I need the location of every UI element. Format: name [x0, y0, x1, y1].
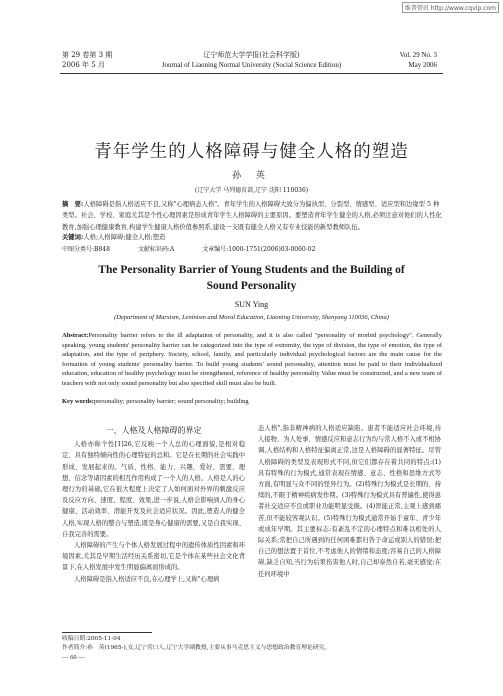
author-cn: 孙 英 [232, 171, 271, 181]
page-number: — 60 — [62, 654, 85, 661]
document-code: 文献标识码:A [137, 246, 175, 253]
author-en: SUN Ying [234, 300, 269, 309]
header-journal-en: Journal of Liaoning Normal University (Social Science Edition) [161, 61, 342, 69]
keywords-en-text: personality; personality barrier; sound personality; building [93, 398, 249, 405]
header-volume-cn: 第 29 卷第 3 期 [62, 51, 113, 59]
body-column-left [62, 423, 245, 585]
footnote-author: 作者简介:孙 英(1965-),女,辽宁营口人,辽宁大学副教授,主要从事马克思主义与思想政治教育理论研究。 [62, 645, 331, 651]
header-journal-cn: 辽宁师范大学学报(社会科学版) [203, 51, 300, 59]
body-column-right [258, 423, 441, 580]
footnote-rule [62, 632, 152, 633]
abstract-en-text: Personality barrier refers to the ill adaptation of personality, and it is also called "personality of morbid psychology". Generally speaking, young students' personality barrier can be categorized into the type of extremity, the type of division, the type of emotion, the type of adaptation, and the type of periphery. Society, school, family, and particularly individual psychological factors are the main cause for the formation of young students' personality barrier. To build young students' sound personality, attention must be paid to their individualized education, education of healthy psychology must be strengthened, reference of healthy personality Value must be constructed, and a new team of teachers with not only sound personality but also specified skill must also be built. [62, 332, 442, 387]
title-en [0, 262, 503, 294]
header-date-cn: 2006 年 5 月 [62, 61, 105, 69]
keywords-en-label: Key words: [62, 398, 94, 405]
abstract-cn-label: 摘 要: [62, 201, 84, 208]
header-rule [60, 73, 443, 74]
section-heading: 一、人格及人格障碍的界定 [105, 426, 202, 435]
article-number: 文章编号:1000-1751(2006)03-0060-02 [202, 246, 316, 253]
affiliation-cn: (辽宁大学 马列德育部,辽宁 沈阳 110036) [194, 187, 309, 194]
header-date-en: May 2006 [408, 61, 437, 69]
keywords-en [62, 398, 442, 405]
title-en-line2: Sound Personality [206, 280, 297, 292]
footnote-received: 收稿日期:2005-11-04 [62, 636, 121, 642]
header-right [400, 50, 437, 70]
header-volume-en: Vol. 29 No. 3 [399, 51, 437, 59]
keywords-cn-text: 人格;人格障碍;健全人格;塑造 [83, 234, 166, 241]
abstract-cn [62, 199, 442, 233]
body-paragraph: 人格亦称个性[1]26,它反映一个人总的心理面貌,是相对稳定、具有独特倾向性的心理特征的总和。它是在长期的社会实践中形成、发展起来的。气质、性格、能力、兴趣、爱好、需要、理想、信念等诸因素的相互作用构成了一个人的人格。人格是人的心理行为的基础,它在很大程度上决定了人如何面对外界的刺激反应及反应方向、速度、程度、效果,进一步说,人格会影响到人的身心健康、活动效率、潜能开发及社会适应状况。因此,塑造人的健全人格,实现人格的整合与塑造,既是身心健康的需要,又是自我实现、自我完善的需要。 [62, 441, 245, 538]
abstract-cn-text: 人格障碍是指人格适应不良,又称"心理病态人格"。青年学生的人格障碍大致分为偏执型、分裂型、情感型、适应型和边缘型 5 种类型。社会、学校、家庭尤其是个性心理因素是形成青年学生人格障碍的主要原因。要塑造青年学生健全的人格,必须注意对他们的人性化教育,加强心理健康教育,构建学生健康人格价值参照系,建设一支既有健全人格又有专业技能的新型教师队伍。 [62, 201, 442, 231]
body-paragraph: 人格障碍的产生与个体人格发展过程中的遗传体质性因素和环境因素,尤其是早期生活经历关系密切,它是个体在某些社会文化背景下,在人格发展中发生明显偏离而形成的。 [62, 542, 245, 572]
abstract-en-label: Abstract: [62, 332, 89, 339]
title-en-line1: The Personality Barrier of Young Students and the Building of [98, 264, 405, 276]
body-paragraph: 态人格",指非精神病的人格适应缺陷。患者不能适应社会环境,待人接物、为人处事、情感反应和意志行为均与常人格不入或不相协调,人格结构和人格特征偏离正常,这是人格障碍的显著特征。尽管人格障碍的类型及表现形式不同,但它们都存在着共同的特点:(1)具有特殊的行为模式,通常表现在情感、意志、性格和思维方式等方面,有明显与众不同的怪异行为。(2)特殊行为模式是长期的、持续的,不限于精神疾病发作期。(3)特殊行为模式具有普遍性,使得患者社交适应不良或职业功能明显受损。(4)智能正常,主观上感到痛苦,但不能较客观认识。(5)特殊行为模式通常开始于童年、青少年或成年早期。其主要标志:有紊乱不定的心理特点和难以相处的人际关系;常把自己所遇到的任何困难都归咎于命运或别人的错误;把自己的想法置于首位,不考虑他人的情绪和态度;容易自己的人格障碍,缺乏自知,当行为后果伤害他人时,自己却泰然自若,毫无感觉;在任何环境中 [258, 425, 441, 578]
clc-number: 中图分类号:B848 [62, 246, 110, 253]
keywords-cn [62, 232, 442, 243]
title-cn: 青年学生的人格障碍与健全人格的塑造 [94, 142, 409, 162]
keywords-cn-label: 关键词: [62, 234, 84, 241]
abstract-en [62, 331, 442, 389]
classification-line [62, 244, 442, 253]
affiliation-en: (Department of Marxism, Leninism and Moral Education, Liaoning University, Shenyang 110036, China) [114, 314, 389, 321]
watermark: 维普资讯 http://www.cqvip.com [402, 2, 499, 13]
body-paragraph: 人格障碍是指人格适应不良,在心理学上,又称"心理病 [74, 575, 220, 583]
